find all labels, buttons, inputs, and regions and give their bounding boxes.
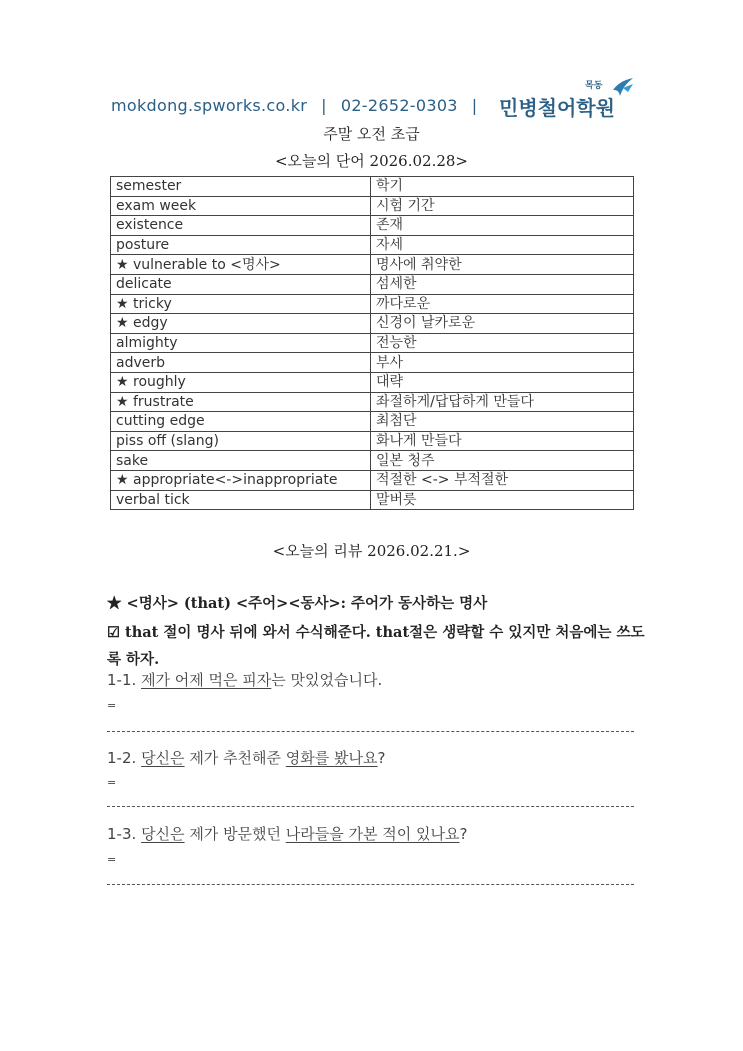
table-row [111, 451, 634, 471]
answer-mark: = [107, 776, 117, 789]
table-row [111, 314, 634, 334]
separator: | [321, 96, 327, 115]
vocab-korean: 일본 청주 [371, 451, 634, 471]
answer-mark: = [107, 699, 117, 712]
table-row [111, 294, 634, 314]
table-row [111, 372, 634, 392]
underlined-phrase: 나라들을 가본 적이 있나요 [285, 825, 460, 843]
table-row [111, 333, 634, 353]
vocab-korean: 존재 [371, 216, 634, 236]
vocab-korean: 전능한 [371, 333, 634, 353]
vocab-english: ★ roughly [111, 372, 371, 392]
vocab-korean: 섬세한 [371, 274, 634, 294]
table-row [111, 235, 634, 255]
vocab-english: existence [111, 216, 371, 236]
grammar-note: ☑ that 절이 명사 뒤에 와서 수식해준다. that절은 생략할 수 있지만 처음에는 쓰도록 하자. [107, 624, 645, 668]
vocab-english: ★ vulnerable to <명사> [111, 255, 371, 275]
question-text: 제가 방문했던 [184, 825, 286, 843]
review-title: <오늘의 리뷰 2026.02.21.> [272, 542, 471, 560]
table-row [111, 216, 634, 236]
vocab-korean: 명사에 취약한 [371, 255, 634, 275]
vocab-english: verbal tick [111, 490, 371, 510]
question-1-1 [107, 669, 382, 690]
question-text: ? [377, 749, 386, 767]
table-row [111, 470, 634, 490]
question-text: ? [459, 825, 468, 843]
answer-mark: = [107, 853, 117, 866]
question-1-3 [107, 823, 467, 844]
vocab-korean: 까다로운 [371, 294, 634, 314]
website-text: mokdong.spworks.co.kr [111, 96, 308, 115]
phone-text: 02-2652-0303 [340, 96, 458, 115]
vocab-english: semester [111, 177, 371, 197]
grammar-rule: ★ <명사> (that) <주어><동사>: 주어가 동사하는 명사 [107, 595, 488, 612]
vocab-korean: 부사 [371, 353, 634, 373]
question-text: 는 맛있었습니다. [271, 671, 383, 689]
academy-header [111, 81, 641, 128]
logo-sub-text: 목동 [585, 81, 603, 91]
vocab-english: cutting edge [111, 412, 371, 432]
vocab-english: ★ frustrate [111, 392, 371, 412]
underlined-phrase: 제가 어제 먹은 피자 [141, 671, 272, 689]
underlined-phrase: 당신은 [141, 749, 185, 767]
table-row [111, 490, 634, 510]
vocab-korean: 좌절하게/답답하게 만들다 [371, 392, 634, 412]
vocab-korean: 시험 기간 [371, 196, 634, 216]
question-number: 1-3. [107, 825, 137, 843]
vocab-korean: 말버릇 [371, 490, 634, 510]
table-row [111, 431, 634, 451]
underlined-phrase: 영화를 봤나요 [285, 749, 378, 767]
contact-line [111, 96, 492, 115]
academy-logo [499, 78, 644, 126]
vocab-english: delicate [111, 274, 371, 294]
table-row [111, 255, 634, 275]
vocab-english: ★ edgy [111, 314, 371, 334]
answer-line [107, 806, 634, 807]
table-row [111, 392, 634, 412]
vocab-korean: 최첨단 [371, 412, 634, 432]
question-number: 1-2. [107, 749, 137, 767]
vocab-english: ★ tricky [111, 294, 371, 314]
answer-line [107, 731, 634, 732]
underlined-phrase: 당신은 [141, 825, 185, 843]
vocab-english: piss off (slang) [111, 431, 371, 451]
vocab-english: exam week [111, 196, 371, 216]
vocab-korean: 대략 [371, 372, 634, 392]
table-row [111, 412, 634, 432]
table-row [111, 177, 634, 197]
question-1-2 [107, 747, 385, 768]
vocab-english: sake [111, 451, 371, 471]
question-number: 1-1. [107, 671, 137, 689]
vocab-korean: 신경이 날카로운 [371, 314, 634, 334]
question-text: 제가 추천해준 [184, 749, 286, 767]
vocab-table [110, 176, 634, 510]
logo-main-text: 민병철어학원 [499, 96, 615, 120]
table-row [111, 353, 634, 373]
vocab-korean: 적절한 <-> 부적절한 [371, 470, 634, 490]
course-title: 주말 오전 초급 [323, 125, 420, 143]
vocab-english: posture [111, 235, 371, 255]
vocab-korean: 화나게 만들다 [371, 431, 634, 451]
vocab-english: almighty [111, 333, 371, 353]
vocab-korean: 자세 [371, 235, 634, 255]
answer-line [107, 884, 634, 885]
vocab-english: adverb [111, 353, 371, 373]
table-row [111, 274, 634, 294]
vocab-english: ★ appropriate<->inappropriate [111, 470, 371, 490]
vocab-title: <오늘의 단어 2026.02.28> [274, 152, 468, 170]
separator: | [471, 96, 478, 115]
vocab-korean: 학기 [371, 177, 634, 197]
table-row [111, 196, 634, 216]
